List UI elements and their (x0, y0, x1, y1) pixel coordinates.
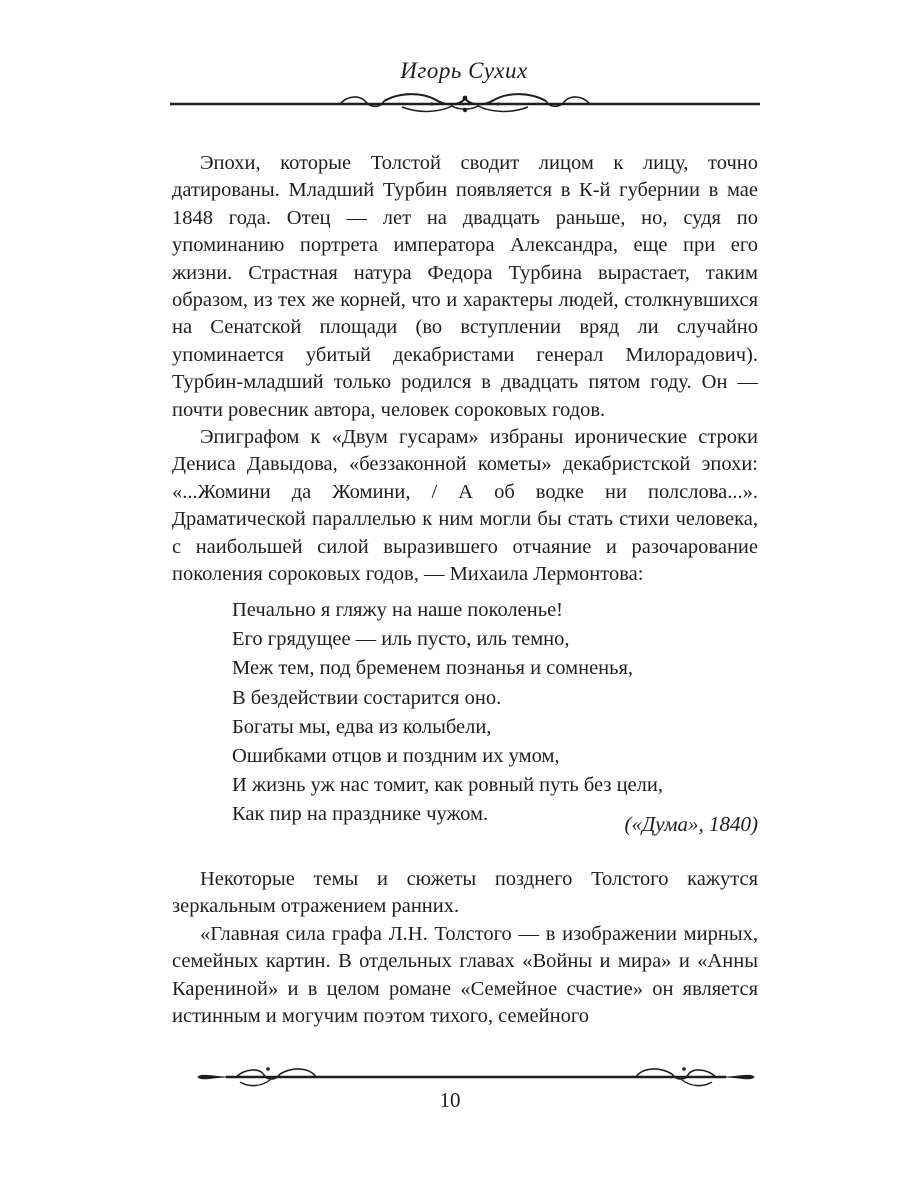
header-ornament (170, 92, 760, 116)
poem-line: Богаты мы, едва из колыбели, (232, 715, 492, 738)
paragraph: Эпохи, которые Толстой сводит лицом к лицу, точно датированы. Младший Турбин появляется в К-й губернии в мае 1848 года. Отец — лет на двадцать раньше, но, судя по упоминанию портрета императора Александра, еще при его жизни. Страстная натура Федора Турбина вырастает, таким образом, из тех же корней, что и характеры людей, столкнувшихся на Сенатской площади (во вступлении вряд ли случайно упоминается убитый декабристами генерал Милорадович). Турбин-младший только родился в двадцать пятом году. Он — почти ровесник автора, человек сороковых годов. (172, 152, 758, 421)
paragraph: Эпиграфом к «Двум гусарам» избраны иронические строки Дениса Давыдова, «беззаконной кометы» декабристской эпохи: «...Жомини да Жомини, / А об водке ни полслова...». Драматической параллелью к ним могли бы стать стихи человека, с наибольшей силой выразившего отчаяние и разочарование поколения сороковых годов, — Михаила Лермонтова: (172, 426, 758, 586)
page-number: 10 (439, 1088, 461, 1112)
poem-line: Ошибками отцов и поздним их умом, (232, 745, 560, 768)
footer-ornament (196, 1064, 756, 1090)
main-text-bottom (172, 866, 758, 1030)
poem-line: Меж тем, под бременем познанья и сомненья, (232, 657, 634, 680)
main-text-top (172, 150, 758, 589)
poem-line: Печально я гляжу на наше поколенье! (232, 599, 563, 621)
running-head-author: Игорь Сухих (400, 58, 528, 83)
poem-line: В бездействии состарится оно. (232, 686, 502, 709)
paragraph: Некоторые темы и сюжеты позднего Толстого кажутся зеркальным отражением ранних. (172, 868, 758, 918)
poem-line: Его грядущее — иль пусто, иль темно, (232, 628, 570, 651)
paragraph: «Главная сила графа Л.Н. Толстого — в изображении мирных, семейных картин. В отдельных главах «Войны и мира» и «Анны Карениной» и в целом романе «Семейное счастие» он является истинным и могучим поэтом тихого, семейного (172, 922, 758, 1028)
poem-line: Как пир на празднике чужом. (232, 803, 489, 826)
poem-quotation (232, 596, 663, 830)
poem-line: И жизнь уж нас томит, как ровный путь без цели, (232, 774, 663, 797)
poem-source-citation: («Дума», 1840) (624, 812, 758, 836)
